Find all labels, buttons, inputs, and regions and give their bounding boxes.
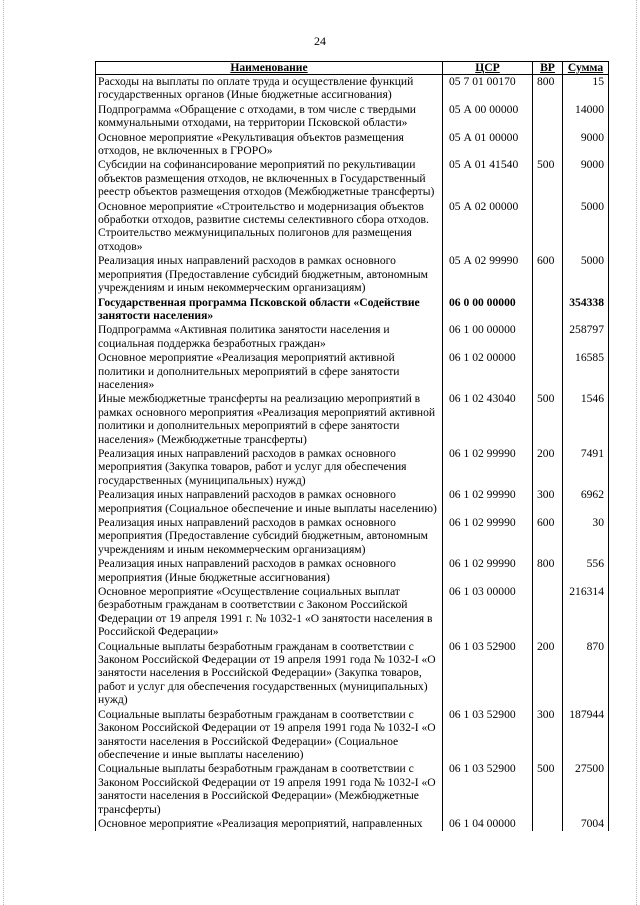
cell-name: Основное мероприятие «Реализация мероприятий активной политики и дополнительных мероприятий в сфере занятости населения» xyxy=(96,351,443,392)
cell-sum: 870 xyxy=(563,640,609,708)
cell-name: Подпрограмма «Обращение с отходами, в том числе с твердыми коммунальными отходами, на территории Псковской области» xyxy=(96,103,443,131)
table-row xyxy=(96,516,609,557)
cell-vr: 300 xyxy=(533,708,563,763)
cell-vr: 200 xyxy=(533,640,563,708)
cell-sum: 14000 xyxy=(563,103,609,131)
table-row xyxy=(96,351,609,392)
cell-vr: 800 xyxy=(533,75,563,103)
cell-vr: 200 xyxy=(533,447,563,488)
cell-name: Социальные выплаты безработным гражданам в соответствии с Законом Российской Федерации от 19 апреля 1991 года № 1032-I «О занятости населения в Российской Федерации» (Закупка товаров, работ и услуг для обеспечения государственных (муниципальных) нужд) xyxy=(96,640,443,708)
table-row xyxy=(96,254,609,295)
table-row xyxy=(96,323,609,351)
cell-sum: 354338 xyxy=(563,296,609,324)
cell-vr xyxy=(533,585,563,640)
cell-vr xyxy=(533,103,563,131)
cell-name: Иные межбюджетные трансферты на реализацию мероприятий в рамках основного мероприятия «Реализация мероприятий активной политики и дополнительных мероприятий в сфере занятости населения» (Межбюджетные трансферты) xyxy=(96,392,443,447)
cell-csr: 06 1 03 00000 xyxy=(443,585,533,640)
table-row xyxy=(96,296,609,324)
table-row xyxy=(96,640,609,708)
cell-name: Социальные выплаты безработным гражданам в соответствии с Законом Российской Федерации от 19 апреля 1991 года № 1032-I «О занятости населения в Российской Федерации» (Социальное обеспечение и иные выплаты населению) xyxy=(96,708,443,763)
cell-name: Государственная программа Псковской области «Содействие занятости населения» xyxy=(96,296,443,324)
cell-sum: 7491 xyxy=(563,447,609,488)
cell-csr: 06 1 02 99990 xyxy=(443,516,533,557)
cell-csr: 06 1 02 99990 xyxy=(443,557,533,585)
cell-sum: 556 xyxy=(563,557,609,585)
cell-csr: 06 1 04 00000 xyxy=(443,817,533,831)
cell-name: Подпрограмма «Активная политика занятости населения и социальная поддержка безработных граждан» xyxy=(96,323,443,351)
cell-vr xyxy=(533,131,563,159)
cell-sum: 6962 xyxy=(563,488,609,516)
cell-vr: 500 xyxy=(533,392,563,447)
table-row xyxy=(96,131,609,159)
cell-csr: 05 7 01 00170 xyxy=(443,75,533,103)
page-number: 24 xyxy=(314,34,326,48)
header-sum: Сумма xyxy=(563,62,609,75)
cell-sum: 30 xyxy=(563,516,609,557)
cell-vr xyxy=(533,323,563,351)
cell-csr: 06 1 02 00000 xyxy=(443,351,533,392)
cell-sum: 1546 xyxy=(563,392,609,447)
cell-csr: 06 1 02 43040 xyxy=(443,392,533,447)
table-row xyxy=(96,75,609,103)
cell-name: Реализация иных направлений расходов в рамках основного мероприятия (Предоставление субсидий бюджетным, автономным учреждениям и иным некоммерческим организациям) xyxy=(96,516,443,557)
cell-vr: 600 xyxy=(533,516,563,557)
cell-sum: 258797 xyxy=(563,323,609,351)
cell-vr xyxy=(533,351,563,392)
cell-sum: 187944 xyxy=(563,708,609,763)
cell-csr: 06 1 02 99990 xyxy=(443,488,533,516)
cell-name: Основное мероприятие «Осуществление социальных выплат безработным гражданам в соответствии с Законом Российской Федерации от 19 апреля 1991 г. № 1032-1 «О занятости населения в Российской Федерации» xyxy=(96,585,443,640)
header-csr: ЦСР xyxy=(443,62,533,75)
cell-name: Расходы на выплаты по оплате труда и осуществление функций государственных органов (Иные бюджетные ассигнования) xyxy=(96,75,443,103)
cell-vr: 800 xyxy=(533,557,563,585)
cell-name: Реализация иных направлений расходов в рамках основного мероприятия (Социальное обеспечение и иные выплаты населению) xyxy=(96,488,443,516)
cell-sum: 5000 xyxy=(563,254,609,295)
cell-name: Социальные выплаты безработным гражданам в соответствии с Законом Российской Федерации от 19 апреля 1991 года № 1032-I «О занятости населения в Российской Федерации» (Межбюджетные трансферты) xyxy=(96,762,443,817)
table-row xyxy=(96,447,609,488)
cell-vr: 600 xyxy=(533,254,563,295)
cell-sum: 15 xyxy=(563,75,609,103)
table-row xyxy=(96,762,609,817)
table-row xyxy=(96,392,609,447)
table-body xyxy=(96,75,609,832)
cell-sum: 9000 xyxy=(563,158,609,199)
cell-vr: 300 xyxy=(533,488,563,516)
cell-csr: 05 А 01 00000 xyxy=(443,131,533,159)
cell-sum: 216314 xyxy=(563,585,609,640)
cell-sum: 16585 xyxy=(563,351,609,392)
table-row xyxy=(96,158,609,199)
cell-csr: 06 1 02 99990 xyxy=(443,447,533,488)
cell-csr: 05 А 02 99990 xyxy=(443,254,533,295)
cell-vr: 500 xyxy=(533,158,563,199)
cell-csr: 06 1 03 52900 xyxy=(443,640,533,708)
table-row xyxy=(96,585,609,640)
table-row xyxy=(96,708,609,763)
budget-table xyxy=(95,61,609,831)
cell-sum: 5000 xyxy=(563,200,609,255)
cell-csr: 06 1 03 52900 xyxy=(443,708,533,763)
cell-sum: 7004 xyxy=(563,817,609,831)
table-row xyxy=(96,103,609,131)
cell-name: Основное мероприятие «Реализация мероприятий, направленных xyxy=(96,817,443,831)
scan-edge-left xyxy=(3,0,4,905)
cell-csr: 05 А 02 00000 xyxy=(443,200,533,255)
cell-name: Реализация иных направлений расходов в рамках основного мероприятия (Закупка товаров, работ и услуг для обеспечения государственных (муниципальных) нужд) xyxy=(96,447,443,488)
cell-vr xyxy=(533,200,563,255)
cell-vr xyxy=(533,817,563,831)
cell-name: Основное мероприятие «Строительство и модернизация объектов обработки отходов, развитие системы селективного сбора отходов. Строительство межмуниципальных полигонов для размещения отходов» xyxy=(96,200,443,255)
table-row xyxy=(96,488,609,516)
cell-csr: 05 А 01 41540 xyxy=(443,158,533,199)
cell-csr: 06 0 00 00000 xyxy=(443,296,533,324)
cell-csr: 05 А 00 00000 xyxy=(443,103,533,131)
cell-csr: 06 1 03 52900 xyxy=(443,762,533,817)
table-header-row xyxy=(96,62,609,75)
cell-csr: 06 1 00 00000 xyxy=(443,323,533,351)
header-name: Наименование xyxy=(96,62,443,75)
cell-vr: 500 xyxy=(533,762,563,817)
cell-vr xyxy=(533,296,563,324)
cell-sum: 27500 xyxy=(563,762,609,817)
header-vr: ВР xyxy=(533,62,563,75)
cell-name: Реализация иных направлений расходов в рамках основного мероприятия (Иные бюджетные ассигнования) xyxy=(96,557,443,585)
table-row xyxy=(96,200,609,255)
cell-name: Основное мероприятие «Рекультивация объектов размещения отходов, не включенных в ГРОРО» xyxy=(96,131,443,159)
cell-name: Реализация иных направлений расходов в рамках основного мероприятия (Предоставление субсидий бюджетным, автономным учреждениям и иным некоммерческим организациям) xyxy=(96,254,443,295)
table-row xyxy=(96,817,609,831)
cell-name: Субсидии на софинансирование мероприятий по рекультивации объектов размещения отходов, не включенных в Государственный реестр объектов размещения отходов (Межбюджетные трансферты) xyxy=(96,158,443,199)
table-row xyxy=(96,557,609,585)
scan-edge-right xyxy=(636,0,637,905)
cell-sum: 9000 xyxy=(563,131,609,159)
